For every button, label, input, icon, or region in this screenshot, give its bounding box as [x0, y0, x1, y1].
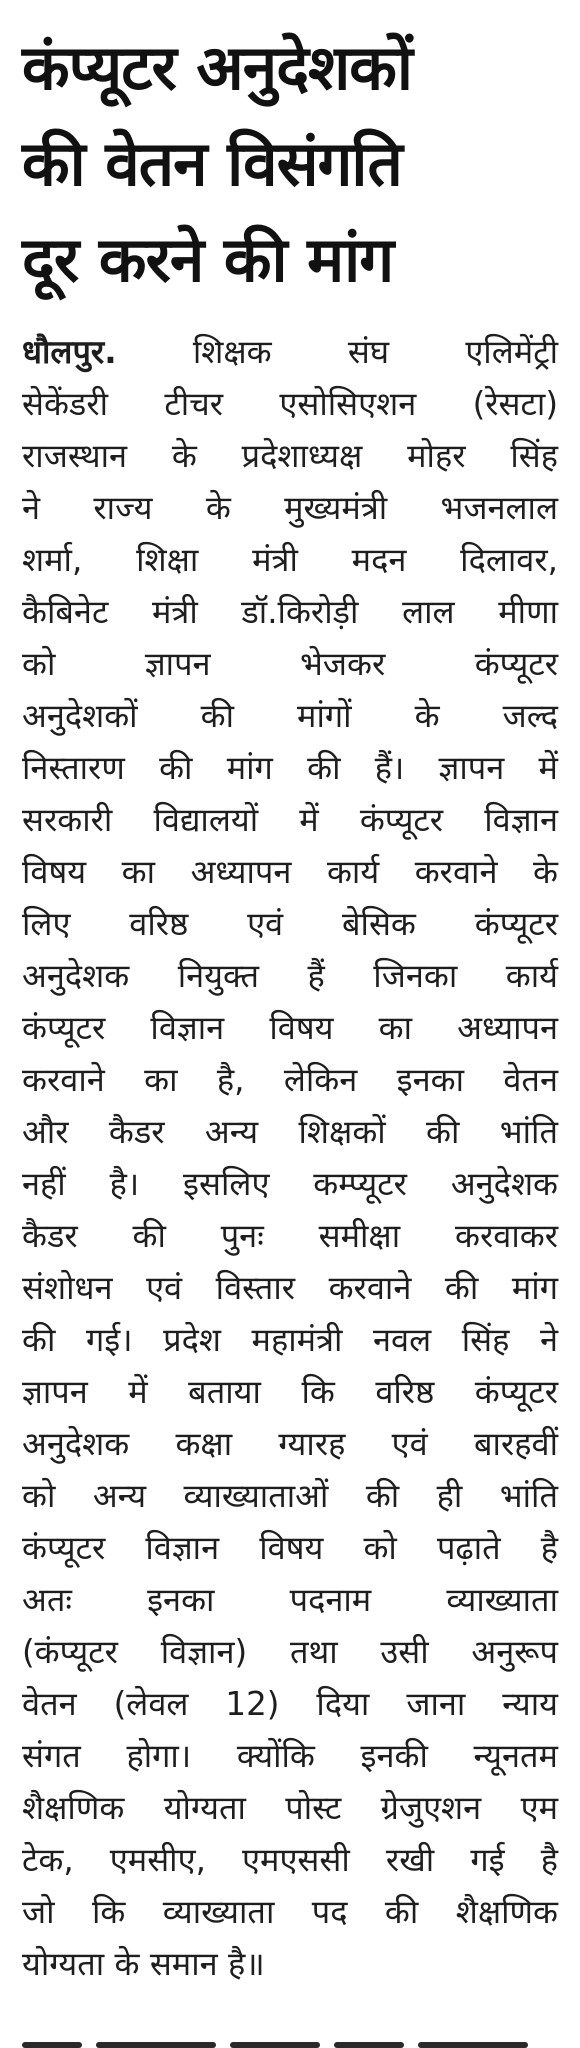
body-line: अतः इनका पदनाम व्याख्याता: [22, 1581, 558, 1619]
body-line: संशोधन एवं विस्तार करवाने की मांग: [22, 1269, 558, 1307]
article-body: [22, 326, 558, 1990]
body-line: [22, 326, 558, 378]
body-line: को अन्य व्याख्याताओं की ही भांति: [22, 1477, 558, 1515]
body-line: की गई। प्रदेश महामंत्री नवल सिंह ने: [22, 1321, 558, 1359]
body-line: (कंप्यूटर विज्ञान) तथा उसी अनुरूप: [22, 1633, 558, 1671]
dateline: धौलपुर.: [22, 333, 117, 371]
body-line: जो कि व्याख्याता पद की शैक्षणिक: [22, 1893, 558, 1931]
next-article-fragment: [22, 2034, 558, 2048]
headline-line: कंप्यूटर अनुदेशकों: [22, 31, 412, 104]
body-line: शर्मा, शिक्षा मंत्री मदन दिलावर,: [22, 541, 558, 579]
body-line: कंप्यूटर विज्ञान विषय को पढ़ाते है: [22, 1529, 558, 1567]
article-headline: [22, 20, 558, 308]
body-line-text: शिक्षक संघ एलिमेंट्री: [192, 333, 558, 371]
body-line: को ज्ञापन भेजकर कंप्यूटर: [22, 645, 558, 683]
headline-line: की वेतन विसंगति: [22, 127, 402, 200]
headline-line: दूर करने की मांग: [22, 223, 394, 296]
body-line: शैक्षणिक योग्यता पोस्ट ग्रेजुएशन एम: [22, 1789, 558, 1827]
body-line: अनुदेशकों की मांगों के जल्द: [22, 697, 558, 735]
body-line: ज्ञापन में बताया कि वरिष्ठ कंप्यूटर: [22, 1373, 558, 1411]
body-line: योग्यता के समान है॥: [22, 1945, 265, 1983]
body-line: और कैडर अन्य शिक्षकों की भांति: [22, 1113, 558, 1151]
body-line: वेतन (लेवल 12) दिया जाना न्याय: [22, 1685, 558, 1723]
body-line: विषय का अध्यापन कार्य करवाने के: [22, 853, 558, 891]
body-line: ने राज्य के मुख्यमंत्री भजनलाल: [22, 489, 558, 527]
body-line: कंप्यूटर विज्ञान विषय का अध्यापन: [22, 1009, 558, 1047]
body-line: लिए वरिष्ठ एवं बेसिक कंप्यूटर: [22, 905, 558, 943]
body-line: करवाने का है, लेकिन इनका वेतन: [22, 1061, 558, 1099]
body-line: सेकेंडरी टीचर एसोसिएशन (रेसटा): [22, 385, 558, 423]
body-line: टेक, एमसीए, एमएससी रखी गई है: [22, 1841, 558, 1879]
body-line: सरकारी विद्यालयों में कंप्यूटर विज्ञान: [22, 801, 558, 839]
body-line: निस्तारण की मांग की हैं। ज्ञापन में: [22, 749, 558, 787]
body-line: नहीं है। इसलिए कम्प्यूटर अनुदेशक: [22, 1165, 558, 1203]
body-line: संगत होगा। क्योंकि इनकी न्यूनतम: [22, 1737, 558, 1775]
body-line: अनुदेशक नियुक्त हैं जिनका कार्य: [22, 957, 558, 995]
body-line: कैबिनेट मंत्री डॉ.किरोड़ी लाल मीणा: [22, 593, 558, 631]
body-line: कैडर की पुनः समीक्षा करवाकर: [22, 1217, 558, 1255]
body-line: अनुदेशक कक्षा ग्यारह एवं बारहवीं: [22, 1425, 558, 1463]
body-line: राजस्थान के प्रदेशाध्यक्ष मोहर सिंह: [22, 437, 558, 475]
